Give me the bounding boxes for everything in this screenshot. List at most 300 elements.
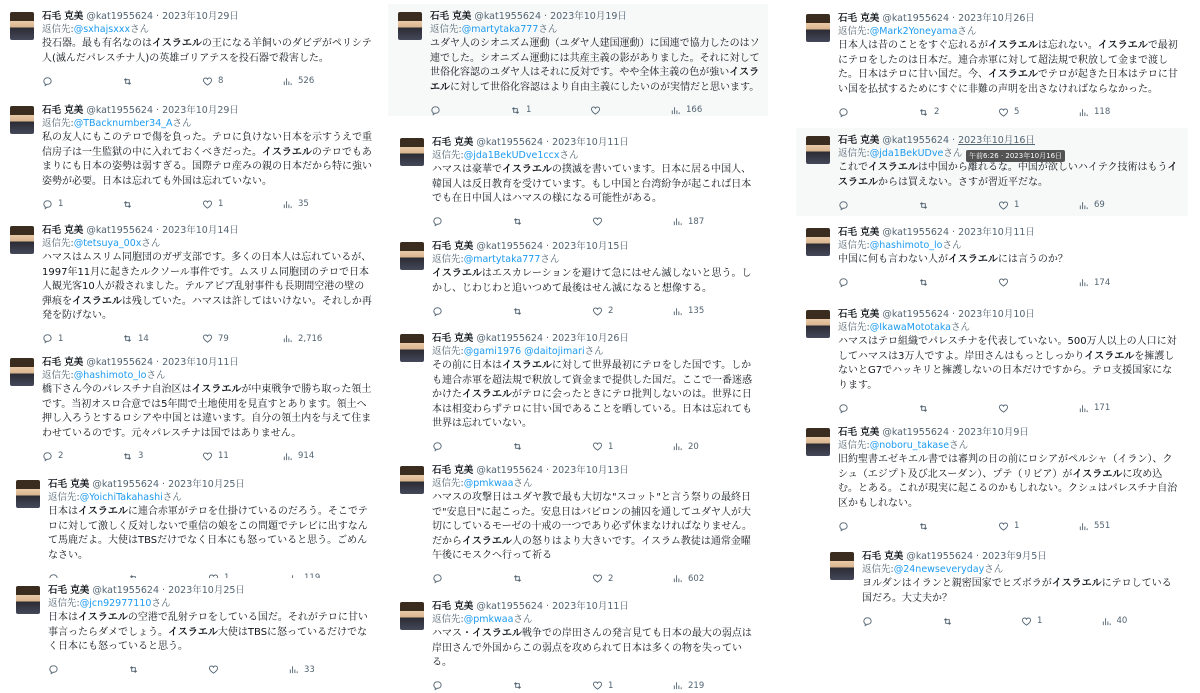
author-name[interactable]: 石毛 克美	[838, 13, 880, 24]
mention-link[interactable]: @hashimoto_lo	[869, 240, 943, 251]
views-button[interactable]	[1078, 521, 1158, 532]
author-handle[interactable]: @kat1955624	[86, 105, 154, 116]
author-handle[interactable]: @kat1955624	[86, 225, 154, 236]
tweet-text	[432, 163, 760, 207]
views-count: 187	[688, 216, 705, 227]
mention-link[interactable]: @hashimoto_lo	[73, 370, 147, 381]
tweet-date[interactable]: 2023年10月9日	[958, 427, 1029, 438]
like-icon	[998, 200, 1014, 211]
retweet-button[interactable]	[918, 200, 998, 211]
author-name[interactable]: 石毛 克美	[838, 427, 880, 438]
highlighted-keyword: イスラエル	[462, 389, 512, 400]
text-segment: 日本人は昔のことをすぐ忘れるが	[838, 40, 988, 51]
reply-to-label: 返信先:	[42, 24, 74, 35]
reply-to-label: 返信先:	[48, 492, 80, 503]
reply-icon	[862, 616, 878, 627]
reply-button[interactable]	[838, 403, 918, 414]
like-icon	[592, 441, 608, 452]
author-handle[interactable]: @kat1955624	[476, 465, 544, 476]
author-handle[interactable]: @kat1955624	[92, 479, 160, 490]
reply-icon	[48, 664, 64, 675]
views-icon	[1101, 616, 1117, 627]
views-button[interactable]	[672, 216, 752, 227]
text-segment: 橋下さん今のパレスチナ自治区は	[42, 384, 192, 395]
tweet-card[interactable]	[820, 544, 1188, 634]
tweet-card[interactable]	[6, 472, 380, 576]
tweet-actions	[838, 198, 1180, 212]
reply-to-suffix: さん	[538, 24, 558, 35]
avatar[interactable]	[10, 358, 34, 386]
views-icon	[1078, 107, 1094, 118]
reply-count: 1	[58, 199, 64, 209]
reply-button[interactable]	[862, 616, 942, 627]
like-icon	[590, 105, 606, 116]
author-handle[interactable]: @kat1955624	[882, 427, 950, 438]
author-name[interactable]: 石毛 克美	[42, 225, 84, 236]
separator: ·	[153, 225, 163, 236]
views-icon	[1078, 277, 1094, 288]
reply-button[interactable]	[48, 664, 128, 675]
retweet-button[interactable]	[942, 616, 1022, 627]
avatar[interactable]	[400, 242, 424, 270]
retweet-button[interactable]	[918, 277, 998, 288]
tweet-card[interactable]	[0, 350, 380, 464]
author-handle[interactable]: @kat1955624	[86, 357, 154, 368]
reply-button[interactable]	[432, 216, 512, 227]
tweet-card[interactable]	[0, 4, 380, 98]
tweet-date[interactable]: 2023年10月16日	[958, 135, 1035, 146]
tweet-date[interactable]: 2023年10月26日	[552, 333, 629, 344]
tweet-date[interactable]: 2023年10月11日	[162, 357, 239, 368]
tweet-card[interactable]	[796, 6, 1188, 122]
retweet-button[interactable]	[512, 441, 592, 452]
like-button[interactable]	[202, 333, 282, 344]
like-icon	[202, 199, 218, 210]
like-button[interactable]	[1021, 616, 1101, 627]
tweet-date[interactable]: 2023年10月11日	[552, 601, 629, 612]
tweet-date[interactable]: 2023年10月26日	[958, 13, 1035, 24]
retweet-count: 1	[526, 105, 532, 115]
tweet-date[interactable]: 2023年10月11日	[958, 227, 1035, 238]
like-button[interactable]	[592, 441, 672, 452]
reply-to-label: 返信先:	[432, 150, 464, 161]
like-icon	[202, 333, 218, 344]
reply-button[interactable]	[838, 521, 918, 532]
reply-icon	[432, 216, 448, 227]
separator: ·	[949, 13, 959, 24]
avatar[interactable]	[10, 226, 34, 254]
separator: ·	[973, 551, 983, 562]
author-handle[interactable]: @kat1955624	[882, 135, 950, 146]
highlighted-keyword: イスラエル	[868, 162, 918, 173]
tweet-actions	[430, 103, 760, 117]
views-button[interactable]	[282, 451, 362, 462]
reply-to-line	[42, 237, 372, 250]
tweet-text	[432, 627, 760, 671]
tweet-date[interactable]: 2023年10月15日	[552, 241, 629, 252]
author-name[interactable]: 石毛 克美	[862, 551, 904, 562]
tweet-text	[432, 267, 760, 296]
author-handle[interactable]: @kat1955624	[92, 585, 160, 596]
avatar[interactable]	[398, 12, 422, 40]
views-count: 219	[688, 680, 705, 691]
reply-button[interactable]	[432, 306, 512, 317]
views-count: 20	[688, 441, 699, 452]
reply-to-line	[48, 597, 372, 610]
like-button[interactable]	[592, 680, 672, 691]
views-button[interactable]	[288, 664, 368, 675]
text-segment: 日本は	[48, 612, 78, 623]
author-handle[interactable]: @kat1955624	[906, 551, 974, 562]
tweet-text	[838, 253, 1180, 268]
views-button[interactable]	[672, 441, 752, 452]
text-segment: 投石器。最も有名なのは	[42, 38, 152, 49]
mention-link[interactable]: @daitojimari	[524, 346, 585, 357]
author-handle[interactable]: @kat1955624	[476, 241, 544, 252]
separator: ·	[153, 105, 163, 116]
text-segment: 戦争での岸田さんの発言見ても日本の最大の弱点は岸田さんで外国からこの弱点を攻められて日本は多くの物を失っている。	[432, 628, 752, 668]
text-segment: を擁護しないとG7でハッキリと擁護しないの日本だけですから。テロ支援国家になります。	[838, 350, 1175, 391]
reply-to-suffix: さん	[957, 26, 977, 37]
author-handle[interactable]: @kat1955624	[882, 227, 950, 238]
author-name[interactable]: 石毛 克美	[42, 105, 84, 116]
mention-link[interactable]: @jda1BekUDve1ccx	[463, 150, 560, 161]
author-handle[interactable]: @kat1955624	[882, 309, 950, 320]
tweet-text	[42, 383, 372, 441]
tweet-date[interactable]: 2023年10月11日	[552, 137, 629, 148]
retweet-button[interactable]	[918, 521, 998, 532]
tweet-date[interactable]: 2023年10月29日	[162, 105, 239, 116]
views-button[interactable]	[282, 199, 362, 210]
reply-button[interactable]	[42, 76, 122, 87]
tweet-date[interactable]: 2023年10月14日	[162, 225, 239, 236]
retweet-button[interactable]	[122, 199, 202, 210]
tweet-card[interactable]	[388, 4, 768, 116]
like-button[interactable]	[592, 216, 672, 227]
author-handle[interactable]: @kat1955624	[476, 333, 544, 344]
views-button[interactable]	[1078, 403, 1158, 414]
like-icon	[592, 680, 608, 691]
avatar[interactable]	[400, 138, 424, 166]
reply-icon	[838, 107, 854, 118]
reply-icon	[838, 277, 854, 288]
mention-link[interactable]: @tetsuya_00x	[73, 238, 142, 249]
retweet-button[interactable]	[918, 107, 998, 118]
author-name[interactable]: 石毛 克美	[838, 135, 880, 146]
avatar[interactable]	[806, 428, 830, 456]
like-button[interactable]	[202, 76, 282, 87]
tweet-date[interactable]: 2023年10月25日	[168, 585, 245, 596]
tweet-actions	[42, 332, 372, 346]
author-handle[interactable]: @kat1955624	[476, 137, 544, 148]
like-count: 1	[1014, 200, 1020, 210]
tweet-date[interactable]: 2023年10月10日	[958, 309, 1035, 320]
retweet-button[interactable]	[510, 105, 590, 116]
separator: ·	[949, 309, 959, 320]
author-name[interactable]: 石毛 克美	[430, 11, 472, 22]
tweet-card[interactable]	[796, 302, 1188, 414]
tweet-text	[432, 491, 760, 564]
avatar[interactable]	[806, 136, 830, 164]
like-button[interactable]	[998, 107, 1078, 118]
like-icon	[1021, 616, 1037, 627]
mention-link[interactable]: @YoichiTakahashi	[79, 492, 163, 503]
reply-to-line	[42, 117, 372, 130]
views-button[interactable]	[1101, 616, 1181, 627]
reply-to-line	[432, 613, 760, 626]
tweet-actions	[42, 449, 372, 463]
highlighted-keyword: イスラエル	[838, 162, 1178, 188]
author-name[interactable]: 石毛 克美	[838, 227, 880, 238]
tweet-date[interactable]: 2023年10月13日	[552, 465, 629, 476]
like-button[interactable]	[998, 200, 1078, 211]
reply-to-suffix: さん	[942, 240, 962, 251]
views-button[interactable]	[672, 680, 752, 691]
avatar[interactable]	[806, 228, 830, 256]
tweet-card[interactable]	[796, 220, 1188, 304]
tweet-header	[862, 550, 1180, 563]
views-button[interactable]	[1078, 107, 1158, 118]
reply-to-label: 返信先:	[42, 118, 74, 129]
author-name[interactable]: 石毛 克美	[432, 137, 474, 148]
tweet-card[interactable]	[390, 458, 768, 584]
mention-link[interactable]: @Mark2Yoneyama	[869, 26, 958, 37]
tweet-date[interactable]: 2023年10月25日	[168, 479, 245, 490]
tweet-actions	[432, 304, 760, 318]
retweet-icon	[918, 403, 934, 414]
reply-icon	[432, 573, 448, 584]
tweet-header	[432, 136, 760, 149]
views-button[interactable]	[672, 573, 752, 584]
reply-to-suffix: さん	[949, 440, 969, 451]
avatar[interactable]	[16, 480, 40, 508]
tweet-date[interactable]: 2023年10月29日	[162, 11, 239, 22]
highlighted-keyword: イスラエル	[191, 384, 242, 395]
highlighted-keyword: イスラエル	[1084, 350, 1135, 362]
text-segment: に対して世界最初にテロをした国です。しかも連合赤軍を超法規で釈放して資金まで提供した国だ。ここで一番迷惑かけた	[432, 360, 752, 400]
tweet-card[interactable]	[390, 594, 768, 691]
tweet-text	[48, 611, 372, 655]
author-name[interactable]: 石毛 克美	[48, 585, 90, 596]
like-button[interactable]	[592, 573, 672, 584]
tweet-header	[42, 104, 372, 117]
tweet-date[interactable]: 2023年9月5日	[982, 551, 1047, 562]
text-segment: その前に日本は	[432, 360, 502, 371]
text-segment: のテロでもあまりにも日本の姿勢は弱すぎる。国際テロ産みの親の日本だから特に強い姿勢が必要。日本は忘れても外国は忘れていない。	[42, 146, 372, 187]
views-button[interactable]	[282, 76, 362, 87]
reply-icon	[432, 441, 448, 452]
author-handle[interactable]: @kat1955624	[474, 11, 542, 22]
reply-button[interactable]	[432, 441, 512, 452]
reply-button[interactable]	[42, 333, 122, 344]
highlighted-keyword: イスラエル	[502, 164, 552, 175]
avatar[interactable]	[10, 106, 34, 134]
mention-link[interactable]: @noboru_takase	[869, 440, 950, 451]
mention-link[interactable]: @martytaka777	[461, 24, 539, 35]
mention-link[interactable]: @pmkwaa	[463, 478, 514, 489]
retweet-button[interactable]	[122, 333, 202, 344]
like-button[interactable]	[208, 664, 288, 675]
tweet-date[interactable]: 2023年10月19日	[550, 11, 627, 22]
text-segment: の空港で乱射テロをしている国だ。それがテロに甘い事言ったらダメでしょう。	[48, 612, 368, 638]
like-button[interactable]	[202, 199, 282, 210]
retweet-button[interactable]	[512, 680, 592, 691]
like-icon	[208, 664, 224, 675]
author-name[interactable]: 石毛 克美	[432, 465, 474, 476]
retweet-button[interactable]	[128, 664, 208, 675]
reply-to-label: 返信先:	[432, 478, 464, 489]
reply-button[interactable]	[42, 451, 122, 462]
retweet-button[interactable]	[512, 306, 592, 317]
tweet-card[interactable]	[796, 128, 1188, 216]
like-count: 1	[1037, 616, 1043, 626]
author-name[interactable]: 石毛 克美	[42, 11, 84, 22]
views-icon	[670, 105, 686, 116]
reply-icon	[42, 199, 58, 210]
avatar[interactable]	[806, 310, 830, 338]
views-button[interactable]	[672, 306, 752, 317]
text-segment: に対して世俗化容認はより自由主義にしたいのが実情だと思います。	[450, 81, 760, 93]
separator: ·	[159, 585, 169, 596]
highlighted-keyword: イスラエル	[72, 295, 122, 307]
like-count: 2	[608, 306, 614, 316]
views-icon	[282, 451, 298, 462]
reply-to-suffix: さん	[130, 24, 150, 35]
author-name[interactable]: 石毛 克美	[48, 479, 90, 490]
text-segment: は残していた。ハマスは許してはいけない。それしか再発を防げない。	[42, 295, 372, 321]
like-icon	[998, 403, 1014, 414]
text-segment: は忘れない。	[1037, 40, 1098, 51]
mention-link[interactable]: @IkawaMototaka	[869, 322, 952, 333]
views-button[interactable]	[1078, 200, 1158, 211]
author-handle[interactable]: @kat1955624	[86, 11, 154, 22]
views-count: 174	[1094, 277, 1111, 288]
tweet-header	[838, 426, 1180, 439]
reply-button[interactable]	[42, 199, 122, 210]
avatar[interactable]	[806, 14, 830, 42]
mention-link[interactable]: @TBacknumber34_A	[73, 118, 173, 129]
reply-to-suffix: さん	[151, 598, 171, 609]
tweet-card[interactable]	[0, 218, 380, 346]
views-button[interactable]	[282, 333, 362, 344]
text-segment: はエスカレーションを避けて急にはせん滅しないと思う。しかし、じわじわと追いつめて最後はせん滅になると想像する。	[432, 268, 752, 294]
reply-button[interactable]	[838, 200, 918, 211]
like-button[interactable]	[202, 451, 282, 462]
mention-link[interactable]: @jda1BekUDve	[869, 148, 944, 159]
author-name[interactable]: 石毛 克美	[42, 357, 84, 368]
separator: ·	[153, 11, 163, 22]
mention-link[interactable]: @jcn92977110	[79, 598, 152, 609]
retweet-button[interactable]	[512, 216, 592, 227]
retweet-button[interactable]	[122, 76, 202, 87]
avatar[interactable]	[400, 466, 424, 494]
tweet-card[interactable]	[0, 98, 380, 212]
tweet-text	[42, 131, 372, 189]
tweet-text	[838, 453, 1180, 511]
reply-count: 2	[58, 451, 64, 461]
mention-link[interactable]: @pmkwaa	[463, 614, 514, 625]
tweet-header	[430, 10, 760, 23]
highlighted-keyword: イスラエル	[262, 146, 312, 158]
retweet-icon	[512, 306, 528, 317]
retweet-icon	[512, 680, 528, 691]
highlighted-keyword: イスラエル	[1097, 40, 1148, 51]
like-button[interactable]	[590, 105, 670, 116]
mention-link[interactable]: @martytaka777	[463, 254, 541, 265]
tweet-card[interactable]	[390, 326, 768, 450]
reply-button[interactable]	[430, 105, 510, 116]
like-count: 1	[608, 441, 614, 452]
author-handle[interactable]: @kat1955624	[882, 13, 950, 24]
reply-to-label: 返信先:	[838, 240, 870, 251]
retweet-button[interactable]	[122, 451, 202, 462]
avatar[interactable]	[16, 586, 40, 614]
mention-link[interactable]: @sxhajsxxx	[73, 24, 131, 35]
highlighted-keyword: イスラエル	[988, 69, 1038, 80]
reply-to-line	[838, 25, 1180, 38]
author-name[interactable]: 石毛 克美	[838, 309, 880, 320]
tweet-card[interactable]	[796, 420, 1188, 532]
avatar[interactable]	[10, 12, 34, 40]
reply-to-label: 返信先:	[838, 26, 870, 37]
reply-to-label: 返信先:	[42, 370, 74, 381]
views-button[interactable]	[1078, 277, 1158, 288]
author-name[interactable]: 石毛 克美	[432, 241, 474, 252]
tweet-header	[42, 224, 372, 237]
retweet-button[interactable]	[512, 573, 592, 584]
views-icon	[672, 306, 688, 317]
like-button[interactable]	[998, 521, 1078, 532]
author-name[interactable]: 石毛 克美	[432, 333, 474, 344]
timestamp-tooltip: 午前6:26 · 2023年10月16日	[966, 150, 1065, 162]
like-button[interactable]	[998, 277, 1078, 288]
retweet-button[interactable]	[918, 403, 998, 414]
avatar[interactable]	[400, 334, 424, 362]
reply-to-suffix: さん	[141, 238, 161, 249]
highlighted-keyword: イスラエル	[168, 626, 218, 638]
tweet-card[interactable]	[6, 578, 380, 682]
retweet-icon	[510, 105, 526, 116]
reply-icon	[838, 200, 854, 211]
tweet-actions	[862, 614, 1180, 628]
reply-to-suffix: さん	[540, 254, 560, 265]
retweet-icon	[942, 616, 958, 627]
reply-icon	[838, 521, 854, 532]
reply-button[interactable]	[432, 680, 512, 691]
reply-button[interactable]	[432, 573, 512, 584]
views-button[interactable]	[670, 105, 750, 116]
text-segment: 中国に何も言わない人が	[838, 254, 948, 265]
separator: ·	[949, 135, 959, 146]
avatar[interactable]	[400, 602, 424, 630]
retweet-icon	[512, 441, 528, 452]
tweet-actions	[432, 679, 760, 693]
avatar[interactable]	[830, 552, 854, 580]
mention-link[interactable]: @24newseveryday	[893, 564, 985, 575]
reply-to-suffix: さん	[162, 492, 182, 503]
tweet-card[interactable]	[390, 234, 768, 322]
mention-link[interactable]: @gami1976	[463, 346, 522, 357]
reply-button[interactable]	[838, 277, 918, 288]
like-button[interactable]	[998, 403, 1078, 414]
tweet-card[interactable]	[390, 130, 768, 230]
like-button[interactable]	[592, 306, 672, 317]
retweet-count: 14	[138, 333, 149, 344]
author-handle[interactable]: @kat1955624	[476, 601, 544, 612]
reply-button[interactable]	[838, 107, 918, 118]
reply-icon	[432, 306, 448, 317]
author-name[interactable]: 石毛 克美	[432, 601, 474, 612]
